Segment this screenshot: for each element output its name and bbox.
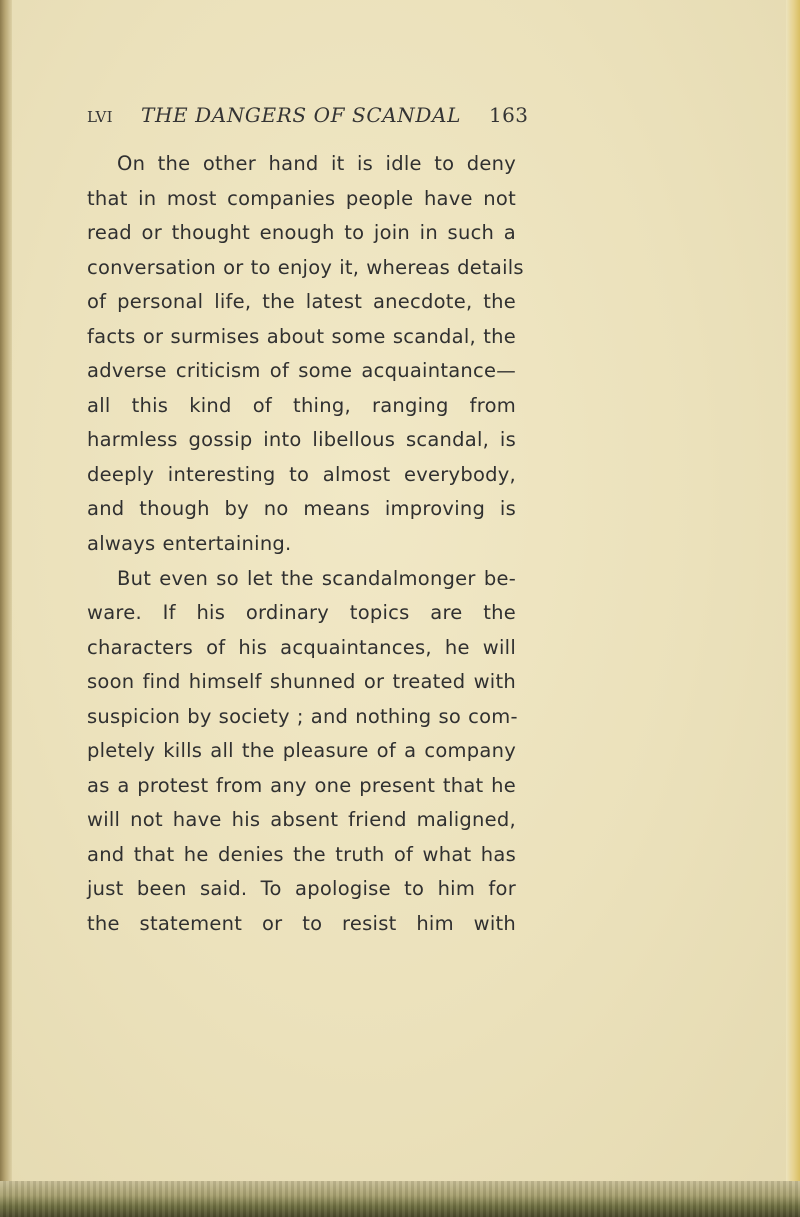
text-line: characters of his acquaintances, he will (87, 635, 516, 659)
running-title: THE DANGERS OF SCANDAL (141, 103, 461, 127)
text-line: that in most companies people have not (87, 186, 516, 210)
text-line: ware. If his ordinary topics are the (87, 601, 516, 625)
text-line: suspicion by society ; and nothing so com- (87, 704, 518, 728)
body-text (87, 147, 524, 942)
text-line: always entertaining. (87, 532, 292, 556)
page-edge (786, 0, 800, 1217)
text-line: pletely kills all the pleasure of a company (87, 739, 516, 763)
text-line: and that he denies the truth of what has (87, 842, 516, 866)
text-line: and though by no means improving is (87, 497, 516, 521)
book-bottom-edge (0, 1181, 800, 1217)
text-line: deeply interesting to almost everybody, (87, 462, 516, 486)
running-header (87, 103, 529, 131)
text-line: just been said. To apologise to him for (87, 877, 516, 901)
text-line: conversation or to enjoy it, whereas details (87, 255, 524, 279)
text-line: On the other hand it is idle to deny (117, 152, 516, 175)
text-line: all this kind of thing, ranging from (87, 393, 516, 417)
text-line: will not have his absent friend maligned, (87, 808, 516, 832)
page-gutter-shadow (0, 0, 12, 1217)
text-line: facts or surmises about some scandal, the (87, 324, 516, 348)
text-line: the statement or to resist him with (87, 912, 516, 936)
section-number: LVI (87, 108, 113, 126)
text-line: as a protest from any one present that he (87, 773, 516, 797)
text-line: of personal life, the latest anecdote, the (87, 290, 516, 314)
text-line: soon find himself shunned or treated with (87, 670, 516, 694)
page-number: 163 (489, 103, 529, 127)
text-line: But even so let the scandalmonger be- (117, 566, 516, 590)
text-line: harmless gossip into libellous scandal, is (87, 428, 516, 452)
text-line: adverse criticism of some acquaintance— (87, 359, 516, 383)
text-line: read or thought enough to join in such a (87, 221, 516, 245)
